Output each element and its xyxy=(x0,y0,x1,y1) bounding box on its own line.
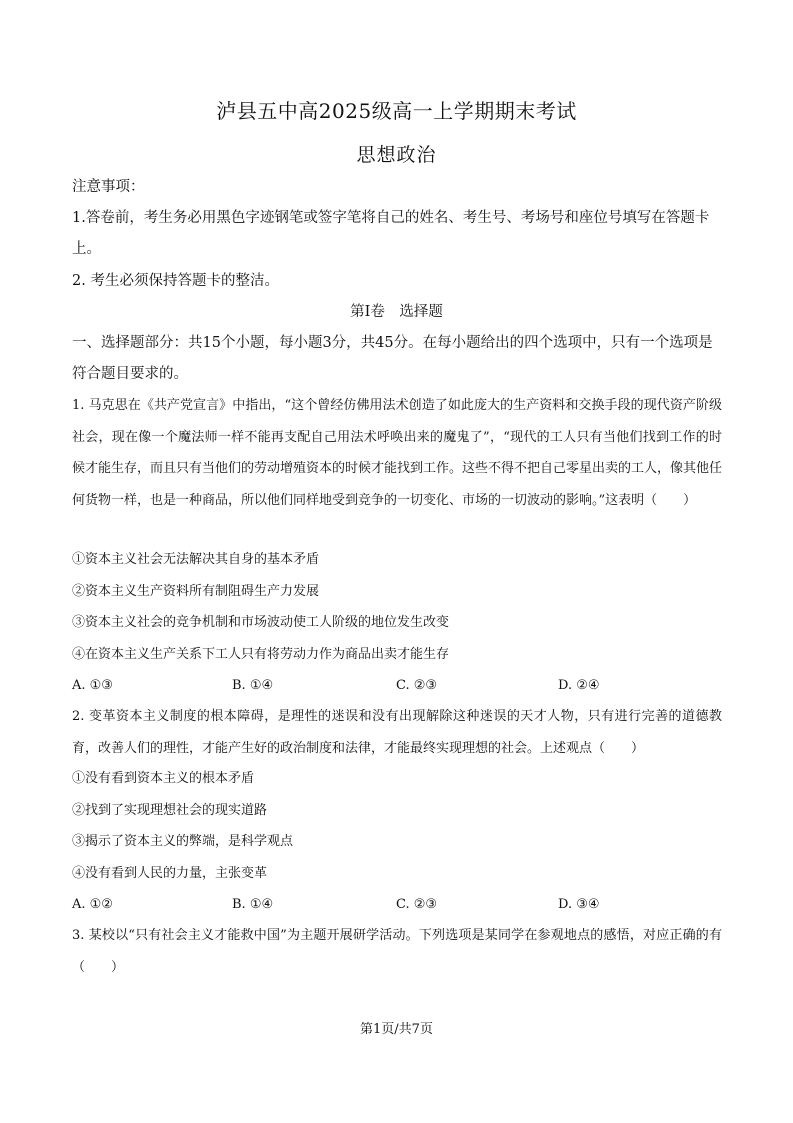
notice-item-2: 2. 考生必须保持答题卡的整洁。 xyxy=(72,273,279,289)
notice-heading: 注意事项： xyxy=(72,179,145,195)
question-1-choice-b[interactable]: B. ①④ xyxy=(232,678,274,693)
notice-item-1: 1.答卷前，考生务必用黑色字迹钢笔或签字笔将自己的姓名、考生号、考场号和座位号填写在答题卡上。 xyxy=(72,210,710,257)
question-2-choice-c[interactable]: C. ②③ xyxy=(396,897,438,912)
question-2-option-2: ②找到了实现理想社会的现实道路 xyxy=(72,803,268,818)
question-2-option-4: ④没有看到人民的力量，主张变革 xyxy=(72,866,268,881)
question-3-stem: 3. 某校以“只有社会主义才能救中国”为主题开展研学活动。下列选项是某同学在参观地点的感悟，对应正确的有（ ） xyxy=(72,928,722,975)
question-2-stem: 2. 变革资本主义制度的根本障碍，是理性的迷误和没有出现解除这种迷误的天才人物，只有进行完善的道德教育，改善人们的理性，才能产生好的政治制度和法律，才能最终实现理想的社会。上述观点（ ） xyxy=(72,709,722,756)
question-1-option-4: ④在资本主义生产关系下工人只有将劳动力作为商品出卖才能生存 xyxy=(72,647,450,662)
exam-subject: 思想政治 xyxy=(356,144,437,166)
page-footer: 第1页/共7页 xyxy=(360,1022,433,1037)
section-title: 第Ⅰ卷 选择题 xyxy=(350,304,443,320)
question-1-choice-a[interactable]: A. ①③ xyxy=(72,678,113,693)
question-1-option-2: ②资本主义生产资料所有制阻碍生产力发展 xyxy=(72,584,320,599)
question-1-option-3: ③资本主义社会的竞争机制和市场波动使工人阶级的地位发生改变 xyxy=(72,615,450,630)
question-2-choice-b[interactable]: B. ①④ xyxy=(232,897,274,912)
question-2-option-1: ①没有看到资本主义的根本矛盾 xyxy=(72,771,255,786)
question-2-choice-a[interactable]: A. ①② xyxy=(72,897,113,912)
question-2-option-3: ③揭示了资本主义的弊端，是科学观点 xyxy=(72,834,294,849)
question-1-choice-c[interactable]: C. ②③ xyxy=(396,678,438,693)
question-1-stem: 1. 马克思在《共产党宣言》中指出，“这个曾经仿佛用法术创造了如此庞大的生产资料和交换手段的现代资产阶级社会，现在像一个魔法师一样不能再支配自己用法术呼唤出来的魔鬼了”，“现代的工人只有当他们找到工作的时候才能生存，而且只有当他们的劳动增殖资本的时候才能找到工作。这些不得不把自己零星出卖的工人，像其他任何货物一样，也是一种商品，所以他们同样地受到竞争的一切变化、市场的一切波动的影响。”这表明（ ） xyxy=(72,398,723,508)
exam-title: 泸县五中高2025级高一上学期期末考试 xyxy=(216,99,577,123)
question-1-option-1: ①资本主义社会无法解决其自身的基本矛盾 xyxy=(72,552,320,567)
question-1-choice-d[interactable]: D. ②④ xyxy=(558,678,600,693)
section-description: 一、选择题部分：共15个小题，每小题3分，共45分。在每小题给出的四个选项中，只有一个选项是符合题目要求的。 xyxy=(72,335,713,382)
question-2-choice-d[interactable]: D. ③④ xyxy=(558,897,600,912)
